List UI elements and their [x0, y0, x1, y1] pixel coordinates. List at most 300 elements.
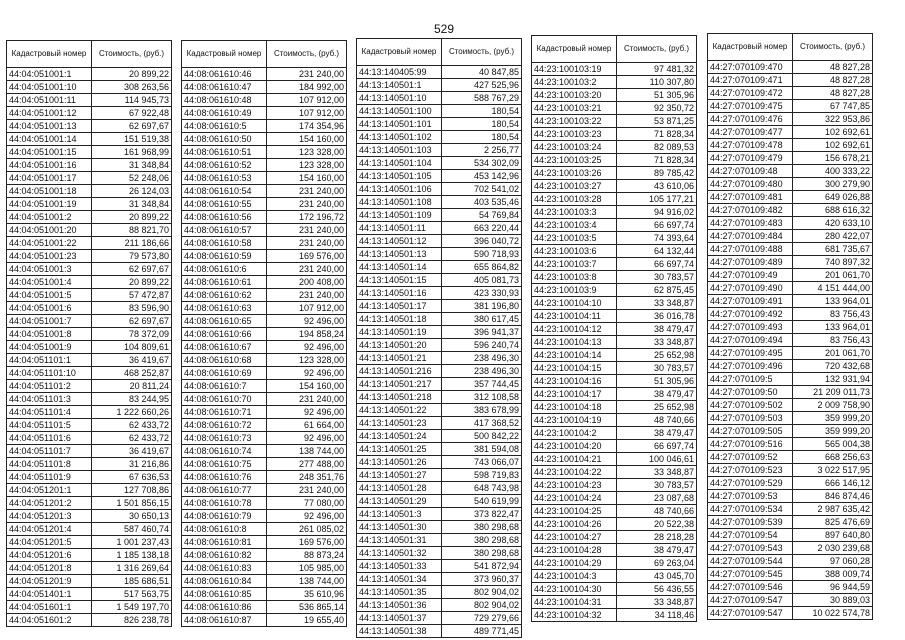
cadastral-number-cell: 44:04:051401:1 [7, 588, 92, 601]
table-row [7, 432, 172, 445]
cadastral-number-cell: 44:27:070109:516 [708, 438, 793, 451]
table-row [182, 81, 347, 94]
table-row [532, 492, 697, 505]
cadastral-number-cell: 44:23:100103:6 [532, 245, 617, 258]
cost-cell: 380 298,68 [442, 547, 522, 560]
table-row [7, 497, 172, 510]
cadastral-number-cell: 44:08:061610:56 [182, 211, 267, 224]
table-row [532, 180, 697, 193]
cadastral-number-cell: 44:23:100103:21 [532, 102, 617, 115]
cost-cell: 1 001 237,43 [92, 536, 172, 549]
cost-cell: 30 783,57 [617, 479, 697, 492]
cost-cell: 322 953,86 [793, 113, 873, 126]
table-row [7, 523, 172, 536]
table-row [7, 263, 172, 276]
table-row [532, 167, 697, 180]
cost-cell: 66 697,74 [617, 440, 697, 453]
table-row [7, 198, 172, 211]
cost-cell: 308 263,56 [92, 81, 172, 94]
cost-cell: 52 248,06 [92, 172, 172, 185]
cost-cell: 77 080,00 [267, 497, 347, 510]
cost-cell: 51 305,96 [617, 89, 697, 102]
table-row [357, 534, 522, 547]
table-row [708, 594, 873, 607]
table-row [182, 471, 347, 484]
table-row [182, 393, 347, 406]
table-row [532, 115, 697, 128]
table-row [708, 230, 873, 243]
cadastral-number-cell: 44:27:070109:529 [708, 477, 793, 490]
table-row [708, 113, 873, 126]
cost-cell: 663 220,44 [442, 222, 522, 235]
cost-cell: 38 479,47 [617, 388, 697, 401]
cadastral-number-cell: 44:13:140501:28 [357, 482, 442, 495]
cadastral-number-cell: 44:08:061610:5 [182, 120, 267, 133]
cost-cell: 248 351,76 [267, 471, 347, 484]
cadastral-number-cell: 44:13:140501:32 [357, 547, 442, 560]
table-row [7, 458, 172, 471]
cadastral-number-cell: 44:23:100104:17 [532, 388, 617, 401]
cadastral-number-cell: 44:04:051001:1 [7, 68, 92, 81]
cadastral-number-cell: 44:04:051001:7 [7, 315, 92, 328]
table-row [7, 237, 172, 250]
cadastral-number-cell: 44:13:140501:26 [357, 456, 442, 469]
cadastral-number-cell: 44:08:061610:6 [182, 263, 267, 276]
cost-cell: 154 160,00 [267, 172, 347, 185]
table-row [7, 484, 172, 497]
table-row [357, 209, 522, 222]
table-row [532, 440, 697, 453]
cadastral-number-cell: 44:04:051101:1 [7, 354, 92, 367]
table-row [357, 274, 522, 287]
cost-cell: 743 066,07 [442, 456, 522, 469]
cadastral-number-cell: 44:13:140501:218 [357, 391, 442, 404]
cost-cell: 20 899,22 [92, 211, 172, 224]
table-row [7, 367, 172, 380]
cost-cell: 169 576,00 [267, 250, 347, 263]
cost-cell: 102 692,61 [793, 126, 873, 139]
table-row [357, 404, 522, 417]
cadastral-number-cell: 44:13:140501:20 [357, 339, 442, 352]
cadastral-number-cell: 44:13:140501:31 [357, 534, 442, 547]
cost-cell: 897 640,80 [793, 529, 873, 542]
cost-cell: 238 496,30 [442, 365, 522, 378]
cadastral-number-cell: 44:27:070109:545 [708, 568, 793, 581]
cost-cell: 92 496,00 [267, 432, 347, 445]
cost-cell: 20 899,22 [92, 276, 172, 289]
table-row [357, 521, 522, 534]
cost-cell: 194 858,24 [267, 328, 347, 341]
table-row [182, 562, 347, 575]
cost-cell: 61 664,00 [267, 419, 347, 432]
table-header-row [182, 41, 347, 68]
table-row [532, 466, 697, 479]
cadastral-number-cell: 44:04:051001:17 [7, 172, 92, 185]
cost-cell: 20 811,24 [92, 380, 172, 393]
cadastral-number-cell: 44:27:070109:543 [708, 542, 793, 555]
table-row [532, 232, 697, 245]
cadastral-number-cell: 44:27:070109:547 [708, 594, 793, 607]
table-row [532, 570, 697, 583]
cadastral-number-cell: 44:08:061610:70 [182, 393, 267, 406]
table-row [708, 555, 873, 568]
cadastral-number-cell: 44:23:100103:27 [532, 180, 617, 193]
cost-cell: 25 652,98 [617, 349, 697, 362]
table-row [182, 237, 347, 250]
table-row [532, 609, 697, 622]
cadastral-number-cell: 44:04:051001:15 [7, 146, 92, 159]
table-row [182, 614, 347, 627]
cadastral-number-cell: 44:13:140501:100 [357, 105, 442, 118]
table-row [532, 323, 697, 336]
cost-cell: 43 610,06 [617, 180, 697, 193]
table-row [532, 583, 697, 596]
table-row [357, 560, 522, 573]
cadastral-number-cell: 44:13:140501:13 [357, 248, 442, 261]
cost-cell: 92 350,72 [617, 102, 697, 115]
cost-cell: 688 616,32 [793, 204, 873, 217]
table-row [182, 328, 347, 341]
cost-cell: 62 433,72 [92, 419, 172, 432]
table-row [532, 336, 697, 349]
cost-cell: 10 022 574,78 [793, 607, 873, 620]
cost-cell: 359 999,20 [793, 412, 873, 425]
cadastral-number-cell: 44:04:051201:9 [7, 575, 92, 588]
table-row [7, 341, 172, 354]
cadastral-number-cell: 44:13:140501:104 [357, 157, 442, 170]
cost-cell: 48 827,28 [793, 87, 873, 100]
table-row [7, 588, 172, 601]
cost-cell: 54 769,84 [442, 209, 522, 222]
cost-cell: 33 348,87 [617, 596, 697, 609]
table-row [7, 445, 172, 458]
table-row [532, 206, 697, 219]
table-row [357, 92, 522, 105]
cadastral-number-cell: 44:23:100104:25 [532, 505, 617, 518]
table-row [708, 464, 873, 477]
cadastral-number-cell: 44:08:061610:69 [182, 367, 267, 380]
cost-cell: 427 525,96 [442, 79, 522, 92]
cadastral-number-cell: 44:08:061610:84 [182, 575, 267, 588]
cost-cell: 590 718,93 [442, 248, 522, 261]
cadastral-number-cell: 44:04:051101:7 [7, 445, 92, 458]
cadastral-number-cell: 44:23:100104:20 [532, 440, 617, 453]
cadastral-number-cell: 44:04:051201:8 [7, 562, 92, 575]
cost-cell: 231 240,00 [267, 68, 347, 81]
table-row [532, 310, 697, 323]
cadastral-number-cell: 44:13:140501:34 [357, 573, 442, 586]
table-row [357, 417, 522, 430]
table-row [7, 289, 172, 302]
cost-cell: 23 087,68 [617, 492, 697, 505]
table-row [708, 256, 873, 269]
cost-cell: 96 944,59 [793, 581, 873, 594]
cadastral-number-cell: 44:08:061610:66 [182, 328, 267, 341]
cost-cell: 48 740,66 [617, 414, 697, 427]
table-row [357, 586, 522, 599]
cost-cell: 100 046,61 [617, 453, 697, 466]
table-row [708, 87, 873, 100]
cost-cell: 649 026,88 [793, 191, 873, 204]
header-cost: Стоимость, (руб.) [793, 34, 873, 61]
table-row [182, 575, 347, 588]
table-row [357, 612, 522, 625]
table-row [532, 531, 697, 544]
cost-cell: 21 209 011,73 [793, 386, 873, 399]
cadastral-table-column-1 [6, 40, 172, 627]
cadastral-number-cell: 44:08:061610:71 [182, 406, 267, 419]
cadastral-number-cell: 44:04:051201:5 [7, 536, 92, 549]
cadastral-number-cell: 44:08:061610:62 [182, 289, 267, 302]
table-row [357, 287, 522, 300]
cost-cell: 123 328,00 [267, 159, 347, 172]
cost-cell: 720 432,68 [793, 360, 873, 373]
table-row [357, 144, 522, 157]
cadastral-number-cell: 44:08:061610:55 [182, 198, 267, 211]
cadastral-number-cell: 44:13:140501:14 [357, 261, 442, 274]
cost-cell: 31 348,84 [92, 198, 172, 211]
cadastral-number-cell: 44:23:100103:7 [532, 258, 617, 271]
cadastral-number-cell: 44:27:070109:492 [708, 308, 793, 321]
cost-cell: 107 912,00 [267, 302, 347, 315]
cost-cell: 231 240,00 [267, 289, 347, 302]
cost-cell: 3 022 517,95 [793, 464, 873, 477]
cost-cell: 648 743,98 [442, 482, 522, 495]
table-row [532, 557, 697, 570]
cadastral-number-cell: 44:04:051601:2 [7, 614, 92, 627]
table-row [708, 282, 873, 295]
table-row [357, 508, 522, 521]
table-row [357, 495, 522, 508]
cadastral-number-cell: 44:23:100104:14 [532, 349, 617, 362]
cost-cell: 88 821,70 [92, 224, 172, 237]
cadastral-number-cell: 44:08:061610:87 [182, 614, 267, 627]
table-row [708, 425, 873, 438]
cost-cell: 43 045,70 [617, 570, 697, 583]
cadastral-number-cell: 44:13:140501:109 [357, 209, 442, 222]
cadastral-table-column-4 [531, 35, 697, 622]
header-cadastral-number: Кадастровый номер [182, 41, 267, 68]
table-row [182, 159, 347, 172]
table-row [182, 432, 347, 445]
cost-cell: 261 085,02 [267, 523, 347, 536]
cost-cell: 846 874,46 [793, 490, 873, 503]
cost-cell: 97 481,32 [617, 63, 697, 76]
cost-cell: 25 652,98 [617, 401, 697, 414]
table-row [357, 261, 522, 274]
cadastral-number-cell: 44:27:070109:471 [708, 74, 793, 87]
table-row [708, 152, 873, 165]
table-row [357, 365, 522, 378]
cost-cell: 79 573,80 [92, 250, 172, 263]
table-row [7, 471, 172, 484]
table-row [7, 302, 172, 315]
cadastral-number-cell: 44:08:061610:73 [182, 432, 267, 445]
cost-cell: 31 348,84 [92, 159, 172, 172]
cadastral-number-cell: 44:23:100104:27 [532, 531, 617, 544]
table-row [357, 131, 522, 144]
table-row [532, 362, 697, 375]
table-row [708, 321, 873, 334]
cost-cell: 67 636,53 [92, 471, 172, 484]
cost-cell: 517 563,75 [92, 588, 172, 601]
table-header-row [7, 41, 172, 68]
cadastral-number-cell: 44:08:061610:8 [182, 523, 267, 536]
cadastral-number-cell: 44:08:061610:75 [182, 458, 267, 471]
table-row [708, 204, 873, 217]
cost-cell: 123 328,00 [267, 146, 347, 159]
cost-cell: 405 081,73 [442, 274, 522, 287]
cadastral-number-cell: 44:13:140501:37 [357, 612, 442, 625]
cadastral-number-cell: 44:27:070109:479 [708, 152, 793, 165]
header-cost: Стоимость, (руб.) [92, 41, 172, 68]
header-cost: Стоимость, (руб.) [617, 36, 697, 63]
header-cadastral-number: Кадастровый номер [7, 41, 92, 68]
table-row [7, 380, 172, 393]
table-row [182, 211, 347, 224]
table-row [357, 391, 522, 404]
cost-cell: 92 496,00 [267, 367, 347, 380]
cost-cell: 151 519,38 [92, 133, 172, 146]
cadastral-number-cell: 44:23:100104:10 [532, 297, 617, 310]
table-row [708, 529, 873, 542]
cost-cell: 231 240,00 [267, 237, 347, 250]
cadastral-number-cell: 44:27:070109:503 [708, 412, 793, 425]
table-row [532, 271, 697, 284]
table-row [7, 276, 172, 289]
cadastral-number-cell: 44:04:051101:6 [7, 432, 92, 445]
cadastral-number-cell: 44:04:051001:23 [7, 250, 92, 263]
cost-cell: 231 240,00 [267, 263, 347, 276]
table-row [182, 68, 347, 81]
table-row [357, 235, 522, 248]
table-row [182, 146, 347, 159]
cadastral-number-cell: 44:23:100104:32 [532, 609, 617, 622]
cadastral-number-cell: 44:23:100104:13 [532, 336, 617, 349]
table-row [182, 458, 347, 471]
table-row [708, 542, 873, 555]
cadastral-number-cell: 44:27:070109:49 [708, 269, 793, 282]
cadastral-table-column-3 [356, 38, 522, 638]
table-row [182, 133, 347, 146]
table-row [182, 185, 347, 198]
cost-cell: 540 619,99 [442, 495, 522, 508]
cadastral-number-cell: 44:23:100104:21 [532, 453, 617, 466]
cadastral-number-cell: 44:04:051201:2 [7, 497, 92, 510]
cost-cell: 33 348,87 [617, 336, 697, 349]
cost-cell: 36 016,78 [617, 310, 697, 323]
cadastral-number-cell: 44:13:140501:10 [357, 92, 442, 105]
table-row [708, 607, 873, 620]
cadastral-number-cell: 44:27:070109:475 [708, 100, 793, 113]
cost-cell: 38 479,47 [617, 427, 697, 440]
cadastral-table-column-2 [181, 40, 347, 627]
cost-cell: 67 747,85 [793, 100, 873, 113]
cadastral-number-cell: 44:04:051101:3 [7, 393, 92, 406]
cost-cell: 231 240,00 [267, 224, 347, 237]
table-row [532, 375, 697, 388]
cost-cell: 83 244,95 [92, 393, 172, 406]
table-row [357, 66, 522, 79]
cadastral-number-cell: 44:08:061610:57 [182, 224, 267, 237]
table-row [357, 339, 522, 352]
cost-cell: 380 298,68 [442, 521, 522, 534]
cadastral-number-cell: 44:23:100103:26 [532, 167, 617, 180]
table-row [708, 360, 873, 373]
table-row [708, 295, 873, 308]
table-row [7, 68, 172, 81]
cost-cell: 20 522,38 [617, 518, 697, 531]
cadastral-number-cell: 44:23:100103:8 [532, 271, 617, 284]
cost-cell: 94 916,02 [617, 206, 697, 219]
table-row [532, 401, 697, 414]
cadastral-number-cell: 44:27:070109:490 [708, 282, 793, 295]
table-row [357, 482, 522, 495]
table-row [357, 183, 522, 196]
table-row [7, 250, 172, 263]
table-row [7, 601, 172, 614]
cost-cell: 2 030 239,68 [793, 542, 873, 555]
cost-cell: 138 744,00 [267, 575, 347, 588]
cadastral-number-cell: 44:27:070109:523 [708, 464, 793, 477]
cadastral-number-cell: 44:23:100103:9 [532, 284, 617, 297]
cadastral-number-cell: 44:04:051001:18 [7, 185, 92, 198]
cadastral-number-cell: 44:13:140501:35 [357, 586, 442, 599]
cadastral-number-cell: 44:27:070109:489 [708, 256, 793, 269]
cadastral-number-cell: 44:23:100104:16 [532, 375, 617, 388]
cadastral-number-cell: 44:08:061610:58 [182, 237, 267, 250]
table-row [182, 523, 347, 536]
cost-cell: 48 827,28 [793, 61, 873, 74]
cost-cell: 33 348,87 [617, 297, 697, 310]
cost-cell: 280 422,07 [793, 230, 873, 243]
cost-cell: 92 496,00 [267, 510, 347, 523]
cadastral-number-cell: 44:08:061610:50 [182, 133, 267, 146]
cost-cell: 51 305,96 [617, 375, 697, 388]
cadastral-number-cell: 44:23:100103:20 [532, 89, 617, 102]
cadastral-number-cell: 44:27:070109:495 [708, 347, 793, 360]
cost-cell: 105 177,21 [617, 193, 697, 206]
table-row [7, 94, 172, 107]
cadastral-number-cell: 44:04:051101:9 [7, 471, 92, 484]
table-row [357, 157, 522, 170]
cost-cell: 57 472,87 [92, 289, 172, 302]
cost-cell: 2 256,77 [442, 144, 522, 157]
table-row [532, 258, 697, 271]
cadastral-number-cell: 44:04:051201:3 [7, 510, 92, 523]
table-row [708, 438, 873, 451]
cost-cell: 62 697,67 [92, 315, 172, 328]
cadastral-number-cell: 44:08:061610:74 [182, 445, 267, 458]
table-row [532, 141, 697, 154]
cadastral-number-cell: 44:04:051001:13 [7, 120, 92, 133]
table-row [708, 581, 873, 594]
cost-cell: 26 124,03 [92, 185, 172, 198]
table-row [708, 347, 873, 360]
header-cadastral-number: Кадастровый номер [532, 36, 617, 63]
cost-cell: 231 240,00 [267, 185, 347, 198]
cost-cell: 102 692,61 [793, 139, 873, 152]
table-row [708, 568, 873, 581]
cost-cell: 238 496,30 [442, 352, 522, 365]
cadastral-number-cell: 44:23:100103:19 [532, 63, 617, 76]
table-row [7, 510, 172, 523]
cadastral-number-cell: 44:23:100104:22 [532, 466, 617, 479]
cadastral-number-cell: 44:04:051001:14 [7, 133, 92, 146]
table-row [357, 248, 522, 261]
table-row [7, 575, 172, 588]
table-row [708, 477, 873, 490]
